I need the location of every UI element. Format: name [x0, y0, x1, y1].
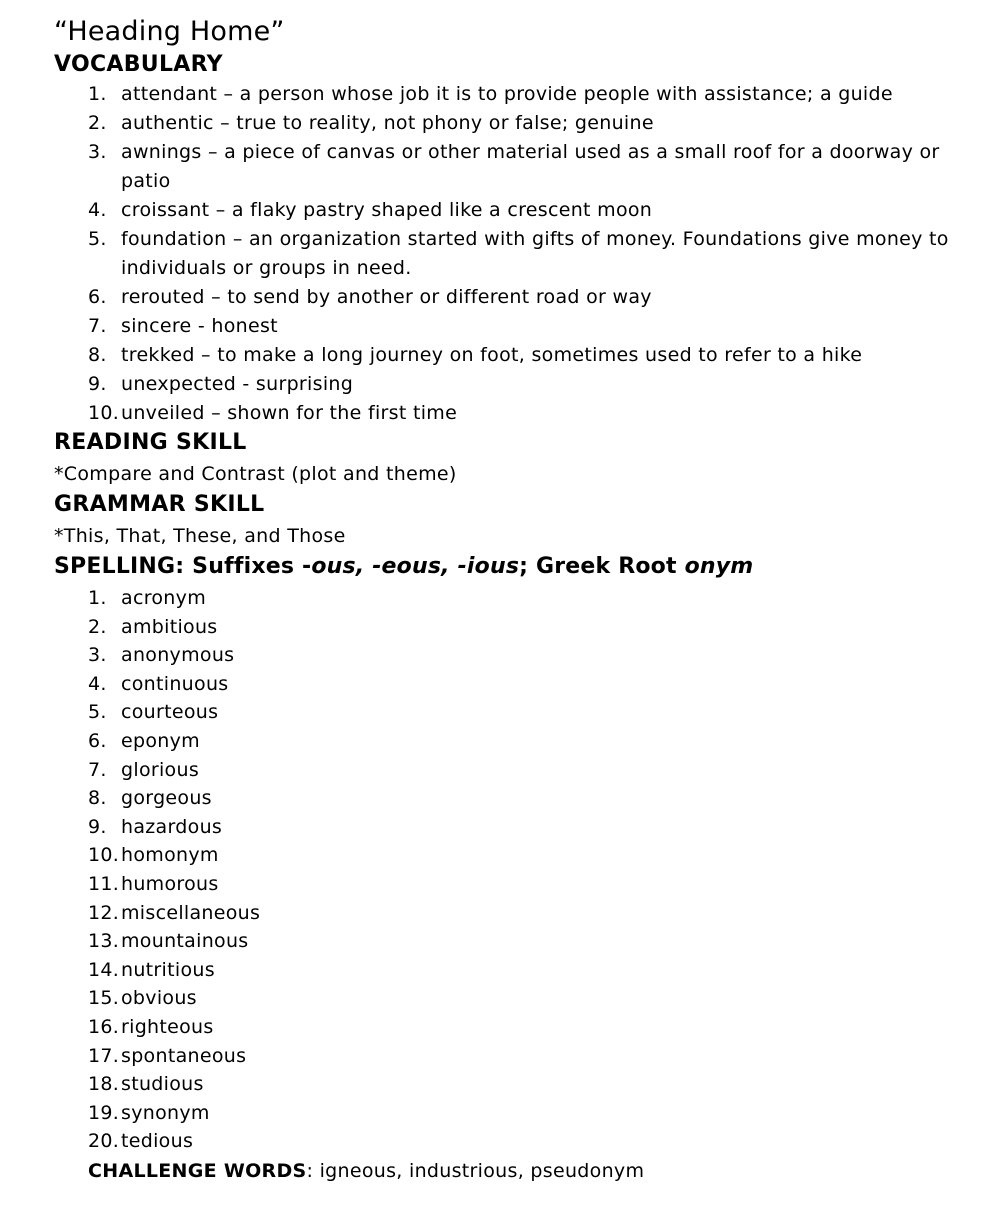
item-text: ambitious [121, 615, 218, 638]
item-text: awnings – a piece of canvas or other material used as a small roof for a doorway or patio [121, 141, 940, 192]
grammar-skill-text: *This, That, These, and Those [54, 525, 346, 547]
item-number: 1. [88, 587, 107, 609]
item-text: croissant – a flaky pastry shaped like a crescent moon [121, 199, 653, 221]
item-number: 3. [88, 644, 107, 667]
item-number: 6. [88, 286, 107, 308]
spelling-item [54, 756, 984, 785]
item-text: miscellaneous [121, 901, 261, 924]
item-number: 16. [88, 1015, 120, 1038]
item-text: tedious [121, 1130, 194, 1153]
item-number: 19. [88, 1101, 120, 1124]
spelling-item [54, 613, 984, 642]
item-number: 17. [88, 1044, 120, 1067]
spelling-label: SPELLING [54, 554, 176, 579]
vocabulary-list [54, 80, 984, 428]
item-number: 5. [88, 228, 107, 250]
spelling-item [54, 927, 984, 956]
challenge-words [54, 1156, 984, 1186]
vocabulary-item [54, 283, 984, 312]
item-number: 10. [88, 844, 120, 867]
spelling-suffix-prefix: Suffixes - [192, 554, 312, 579]
spelling-item [54, 1070, 984, 1099]
item-number: 4. [88, 672, 107, 695]
item-text: eponym [121, 729, 200, 752]
item-text: gorgeous [121, 787, 212, 810]
item-number: 2. [88, 112, 107, 134]
vocabulary-heading: VOCABULARY [54, 52, 223, 77]
item-number: 15. [88, 987, 120, 1010]
item-text: attendant – a person whose job it is to provide people with assistance; a guide [121, 83, 893, 105]
item-text: obvious [121, 987, 197, 1010]
spelling-root-label: ; Greek Root [519, 554, 685, 579]
worksheet-page [54, 14, 984, 1186]
spelling-item [54, 584, 984, 613]
item-number: 18. [88, 1073, 120, 1096]
spelling-item [54, 784, 984, 813]
reading-skill-text: *Compare and Contrast (plot and theme) [54, 463, 457, 485]
spelling-item [54, 698, 984, 727]
item-text: mountainous [121, 930, 249, 953]
item-text: nutritious [121, 958, 215, 981]
item-number: 4. [88, 199, 107, 221]
spelling-heading [54, 552, 984, 584]
item-text: acronym [121, 587, 207, 609]
spelling-item [54, 727, 984, 756]
vocabulary-item [54, 225, 984, 283]
item-text: unveiled – shown for the first time [121, 402, 458, 424]
spelling-item [54, 870, 984, 899]
item-text: hazardous [121, 815, 223, 838]
spelling-item [54, 641, 984, 670]
item-number: 3. [88, 141, 107, 163]
item-text: authentic – true to reality, not phony or false; genuine [121, 112, 654, 134]
spelling-list [54, 584, 984, 1156]
vocabulary-item [54, 399, 984, 428]
item-text: anonymous [121, 644, 235, 667]
spelling-item [54, 841, 984, 870]
vocabulary-item [54, 341, 984, 370]
item-text: synonym [121, 1101, 210, 1124]
item-text: unexpected - surprising [121, 373, 354, 395]
vocabulary-item [54, 370, 984, 399]
item-text: foundation – an organization started with gifts of money. Foundations give money to individuals or groups in need. [121, 228, 949, 279]
spelling-item [54, 1127, 984, 1156]
item-number: 2. [88, 615, 107, 638]
item-text: sincere - honest [121, 315, 278, 337]
item-text: glorious [121, 758, 200, 781]
item-text: continuous [121, 672, 229, 695]
vocabulary-item [54, 312, 984, 341]
item-number: 1. [88, 83, 107, 105]
item-number: 8. [88, 344, 107, 366]
spelling-item [54, 956, 984, 985]
spelling-colon: : [175, 554, 193, 579]
item-number: 9. [88, 815, 107, 838]
vocabulary-item [54, 109, 984, 138]
item-number: 13. [88, 930, 120, 953]
item-number: 12. [88, 901, 120, 924]
item-number: 9. [88, 373, 107, 395]
item-number: 8. [88, 787, 107, 810]
spelling-suffixes: ous, -eous, -ious [311, 554, 520, 579]
spelling-item [54, 1099, 984, 1128]
item-text: rerouted – to send by another or different road or way [121, 286, 652, 308]
item-number: 14. [88, 958, 120, 981]
spelling-item [54, 899, 984, 928]
item-text: courteous [121, 701, 219, 724]
item-number: 20. [88, 1130, 120, 1153]
item-number: 7. [88, 315, 107, 337]
spelling-root: onym [684, 554, 754, 579]
item-number: 5. [88, 701, 107, 724]
item-text: humorous [121, 872, 219, 895]
page-title: “Heading Home” [54, 16, 285, 47]
spelling-item [54, 670, 984, 699]
reading-skill-heading: READING SKILL [54, 430, 247, 455]
spelling-item [54, 984, 984, 1013]
spelling-item [54, 1042, 984, 1071]
item-text: homonym [121, 844, 219, 867]
challenge-text: : igneous, industrious, pseudonym [306, 1159, 645, 1182]
item-text: spontaneous [121, 1044, 247, 1067]
vocabulary-item [54, 138, 984, 196]
challenge-label: CHALLENGE WORDS [88, 1159, 307, 1182]
spelling-item [54, 1013, 984, 1042]
grammar-skill-heading: GRAMMAR SKILL [54, 492, 265, 517]
vocabulary-item [54, 80, 984, 109]
item-number: 6. [88, 729, 107, 752]
vocabulary-item [54, 196, 984, 225]
item-number: 7. [88, 758, 107, 781]
item-number: 10. [88, 402, 120, 424]
item-text: trekked – to make a long journey on foot, sometimes used to refer to a hike [121, 344, 863, 366]
item-number: 11. [88, 872, 120, 895]
item-text: righteous [121, 1015, 214, 1038]
spelling-item [54, 813, 984, 842]
item-text: studious [121, 1073, 204, 1096]
